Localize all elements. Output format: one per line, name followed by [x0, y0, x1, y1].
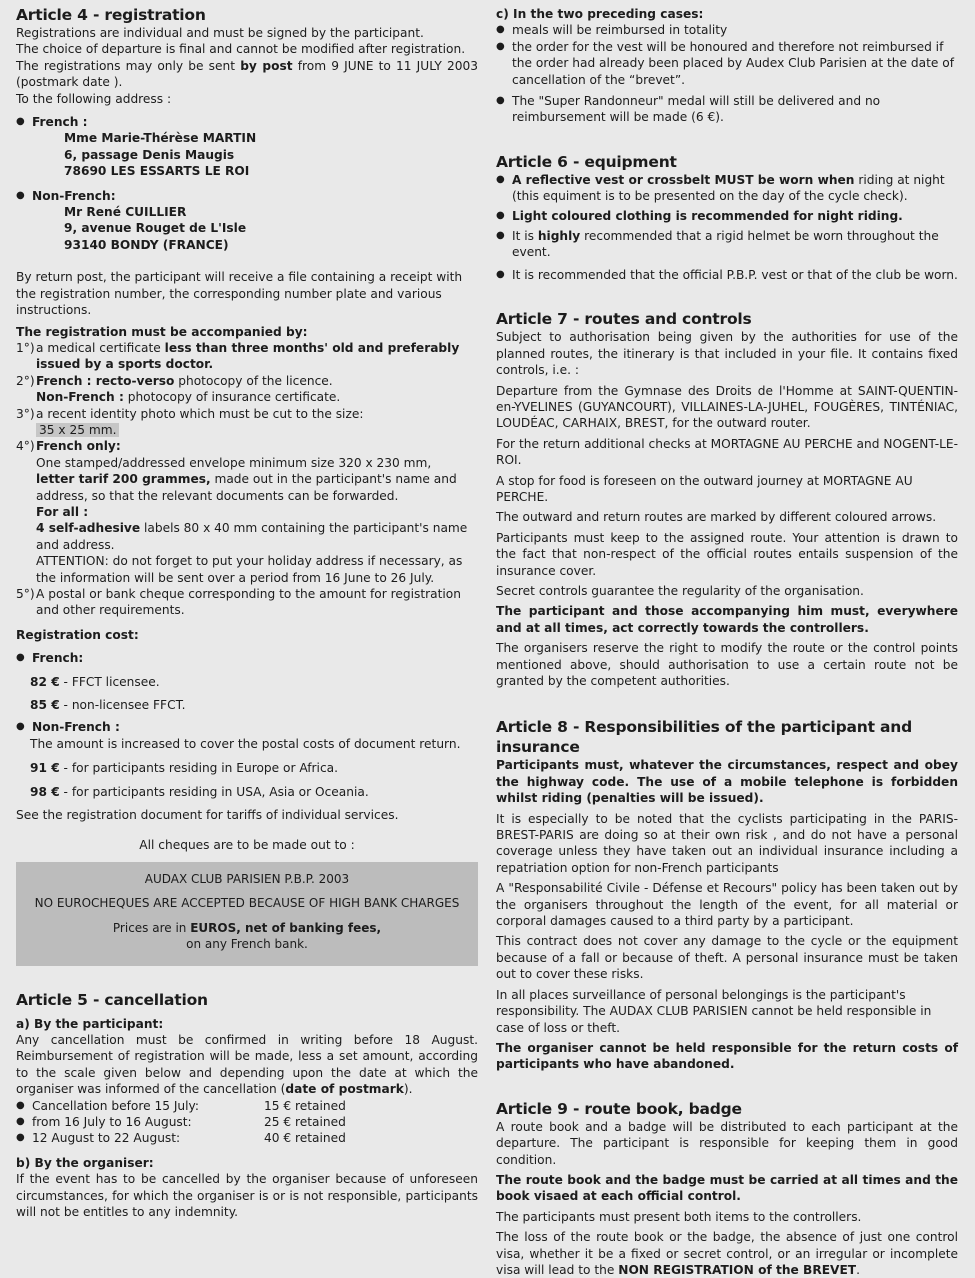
art9-p2: The route book and the badge must be carried at all times and the book visaed at each official control.: [496, 1172, 958, 1204]
cancellation-row: [16, 1114, 478, 1130]
text: One stamped/addressed envelope minimum size 320 x 230 mm,: [36, 455, 432, 470]
requirement-5: [16, 586, 478, 619]
cancellation-row: [16, 1130, 478, 1146]
accompanied-title: The registration must be accompanied by:: [16, 324, 308, 339]
prices-note: [16, 920, 478, 953]
article-7-title: Article 7 - routes and controls: [496, 310, 752, 329]
price: 85 €: [30, 698, 60, 713]
text: on any French bank.: [186, 937, 308, 952]
by-participant-text: [16, 1032, 478, 1098]
eurocheques-warning: NO EUROCHEQUES ARE ACCEPTED BECAUSE OF HIGH BANK CHARGES: [34, 896, 460, 911]
text: - FFCT licensee.: [59, 674, 160, 689]
art9-p1: A route book and a badge will be distributed to each participant at the departure. The participant is responsible for keeping them in good condition.: [496, 1119, 958, 1167]
art7-p2: Departure from the Gymnase des Droits de l'Homme at SAINT-QUENTIN-en-YVELINES (GUYANCOURT), VILLAINES-LA-JUHEL, FOUGÈRES, TINTÉNIAC, LOUDÉAC, CARHAIX, BREST, for the outward router.: [496, 383, 958, 431]
art7-p5: The outward and return routes are marked by different coloured arrows.: [496, 510, 937, 525]
art4-p1: Registrations are individual and must be signed by the participant.: [16, 26, 424, 40]
by-participant-title: a) By the participant:: [16, 1016, 164, 1031]
article-5-title: Article 5 - cancellation: [16, 990, 208, 1009]
art8-p5: In all places surveillance of personal belongings is the participant's responsibility. The AUDAX CLUB PARISIEN cannot be held responsible in case of loss or theft.: [496, 987, 932, 1035]
text-bold: by post: [240, 58, 293, 73]
text: from 9 JUNE to 11 JULY 2003 (postmark date ).: [16, 58, 478, 90]
equipment-item: [496, 228, 958, 261]
art9-p3: The participants must present both items to the controllers.: [496, 1209, 862, 1224]
price: 91 €: [30, 761, 60, 776]
nonfrench-address-line: 93140 BONDY (FRANCE): [64, 237, 229, 252]
cost-row: [16, 697, 478, 713]
cancellation-fee: 40 € retained: [264, 1131, 346, 1146]
cheques-note: All cheques are to be made out to :: [139, 838, 355, 853]
article-4-title: Article 4 - registration: [16, 6, 206, 24]
french-label: ● French :: [16, 114, 478, 130]
text-bold: NON REGISTRATION of the BREVET: [618, 1262, 857, 1277]
art8-p2: It is especially to be noted that the cyclists participating in the PARIS-BREST-PARIS are doing so at their own risk , and do not have a personal coverage unless they have taken out an individual insurance including a repatriation option for non-French participants: [496, 811, 958, 875]
text: a recent identity photo which must be cut to the size:: [36, 406, 364, 421]
equipment-item: ● Light coloured clothing is recommended for night riding.: [496, 208, 958, 224]
text: photocopy of insurance certificate.: [123, 390, 341, 405]
art7-p7: Secret controls guarantee the regularity of the organisation.: [496, 583, 864, 598]
nonfrench-address-line: Mr René CUILLIER: [64, 205, 187, 220]
preceding-cases-title: c) In the two preceding cases:: [496, 7, 704, 21]
art7-p4: A stop for food is foreseen on the outward journey at MORTAGNE AU PERCHE.: [496, 473, 913, 504]
text: - for participants residing in USA, Asia or Oceania.: [59, 784, 369, 799]
art8-p3: A "Responsabilité Civile - Défense et Recours" policy has been taken out by the organisers throughout the length of the event, for all material or corporal damages caused to a third party by a participant.: [496, 881, 958, 929]
item-number: 3°): [16, 406, 35, 421]
cancellation-period: ● Cancellation before 15 July:: [32, 1098, 199, 1113]
text: recommended that a rigid helmet be worn throughout the event.: [512, 229, 939, 260]
text: made out in the participant's name and address, so that the relevant documents can be forwarded.: [36, 472, 457, 503]
cancellation-row: [16, 1098, 478, 1114]
cancellation-period: ● from 16 July to 16 August:: [32, 1114, 192, 1129]
requirement-2: [16, 373, 478, 406]
text: The loss of the route book or the badge, the absence of just one control visa, whether it be a fixed or secret control, or an irregular or incomplete visa will lead to the: [496, 1230, 958, 1277]
text-bold: EUROS, net of banking fees,: [190, 920, 382, 935]
requirement-1: [16, 340, 478, 373]
french-address-line: 6, passage Denis Maugis: [64, 147, 235, 162]
text-bold: French : recto-verso: [36, 373, 175, 388]
item-number: 1°): [16, 340, 35, 355]
text-bold: 4 self-adhesive: [36, 521, 141, 536]
text-bold: A reflective vest or crossbelt MUST be worn when: [512, 172, 855, 187]
text: riding at night (this equiment is to be presented on the day of the cycle check).: [512, 172, 945, 204]
art4-p2: The choice of departure is final and cannot be modified after registration.: [16, 42, 466, 57]
nonfrench-label: ● Non-French:: [16, 188, 478, 204]
preceding-case-item: ● the order for the vest will be honoured and therefore not reimbursed if the order had already been placed by Audex Club Parisien at the date of cancellation of the “brevet”.: [496, 39, 958, 88]
art8-p6: The organiser cannot be held responsible for the return costs of participants who have abandoned.: [496, 1040, 958, 1072]
by-organiser-text: If the event has to be cancelled by the organiser because of unforeseen circumstances, for which the organiser is or is not responsible, participants will not be entitles to any indemnity.: [16, 1172, 478, 1219]
text: Any cancellation must be confirmed in writing before 18 August. Reimbursement of registration will be made, less a set amount, according to the scale given below and depending upon the date at which the organiser was informed of the cancellation (: [16, 1032, 478, 1097]
text: Prices are in: [112, 920, 191, 935]
text-bold: less than three months' old and preferably issued by a sports doctor.: [36, 340, 460, 372]
text: It is: [512, 229, 538, 244]
cost-row: [16, 674, 478, 690]
item-number: 2°): [16, 373, 35, 388]
article-6-title: Article 6 - equipment: [496, 152, 677, 171]
cost-french-label: ● French:: [16, 650, 478, 666]
see-registration-document: See the registration document for tariffs of individual services.: [16, 808, 399, 823]
text-bold: date of postmark: [285, 1082, 404, 1097]
requirement-3: [16, 406, 478, 439]
return-post-text: By return post, the participant will receive a file containing a receipt with the registration number, the corresponding number plate and various instructions.: [16, 270, 463, 318]
cancellation-fee: 25 € retained: [264, 1114, 346, 1129]
text: - non-licensee FFCT.: [59, 698, 186, 713]
art7-p8: The participant and those accompanying him must, everywhere and at all times, act correctly towards the controllers.: [496, 604, 958, 635]
art7-p6: Participants must keep to the assigned route. Your attention is drawn to the fact that non-respect of the official routes entails suspension of the insurance cover.: [496, 530, 958, 578]
price: 98 €: [30, 784, 60, 799]
right-column: [496, 0, 958, 1278]
cost-nonfrench-note: The amount is increased to cover the postal costs of document return.: [30, 736, 461, 751]
article-8-title: Article 8 - Responsibilities of the participant and insurance: [496, 718, 913, 757]
art7-p1: Subject to authorisation being given by the authorities for use of the planned routes, the itinerary is that included in your file. It contains fixed controls, i.e. :: [496, 330, 958, 378]
art4-p3: [16, 58, 478, 91]
text: labels 80 x 40 mm containing the participant's name and address.: [36, 521, 468, 552]
text: photocopy of the licence.: [174, 373, 333, 388]
art7-p3: For the return additional checks at MORTAGNE AU PERCHE and NOGENT-LE-ROI.: [496, 436, 958, 468]
text: ).: [403, 1082, 413, 1097]
preceding-case-item: ● The "Super Randonneur" medal will still be delivered and no reimbursement will be made (6 €).: [496, 93, 958, 126]
french-address-line: 78690 LES ESSARTS LE ROI: [64, 164, 250, 179]
text: .: [856, 1262, 860, 1277]
text-bold: highly: [537, 229, 581, 244]
cost-title: Registration cost:: [16, 627, 139, 642]
equipment-item: ● It is recommended that the official P.B.P. vest or that of the club be worn.: [496, 267, 958, 283]
text: A postal or bank cheque corresponding to the amount for registration and other requirements.: [36, 587, 461, 618]
art4-p4: To the following address :: [16, 91, 172, 106]
text: The registrations may only be sent: [16, 58, 241, 73]
cancellation-period: ● 12 August to 22 August:: [32, 1131, 181, 1146]
preceding-case-item: ● meals will be reimbursed in totality: [496, 22, 958, 38]
item-number: 5°): [16, 587, 35, 601]
price: 82 €: [30, 674, 60, 689]
text: a medical certificate: [36, 340, 165, 355]
item-number: 4°): [16, 439, 35, 454]
cost-row: [16, 784, 478, 800]
art8-p1: Participants must, whatever the circumstances, respect and obey the highway code. The use of a mobile telephone is forbidden whilst riding (penalties will be issued).: [496, 758, 958, 806]
nonfrench-address-line: 9, avenue Rouget de L'Isle: [64, 221, 247, 236]
french-address-line: Mme Marie-Thérèse MARTIN: [64, 131, 257, 146]
payee-box: [16, 862, 478, 966]
text: - for participants residing in Europe or Africa.: [59, 761, 338, 776]
text-bold: For all :: [36, 504, 89, 519]
text-bold: French only:: [36, 439, 121, 454]
left-column: [16, 0, 478, 1220]
art8-p4: This contract does not cover any damage to the cycle or the equipment because of a fall or because of theft. A personal insurance must be taken out to cover these risks.: [496, 934, 958, 982]
text-bold: letter tarif 200 grammes,: [36, 472, 211, 487]
art7-p9: The organisers reserve the right to modify the route or the control points mentioned above, should authorisation to use a certain route not be granted by the competent authorities.: [496, 641, 958, 688]
requirement-4: [16, 438, 478, 586]
art9-p4: [496, 1229, 958, 1278]
cost-row: [16, 760, 478, 776]
cost-nonfrench-label: ● Non-French :: [16, 719, 478, 735]
cancellation-fee: 15 € retained: [264, 1098, 346, 1113]
text: ATTENTION: do not forget to put your holiday address if necessary, as the information will be sent over a period from 16 June to 26 July.: [36, 554, 463, 585]
photo-size-highlight: 35 x 25 mm.: [36, 423, 119, 437]
article-9-title: Article 9 - route book, badge: [496, 1099, 742, 1118]
payee-name: AUDAX CLUB PARISIEN P.B.P. 2003: [144, 871, 350, 886]
equipment-item: [496, 172, 958, 205]
by-organiser-title: b) By the organiser:: [16, 1155, 154, 1170]
text-bold: Non-French :: [36, 390, 124, 405]
